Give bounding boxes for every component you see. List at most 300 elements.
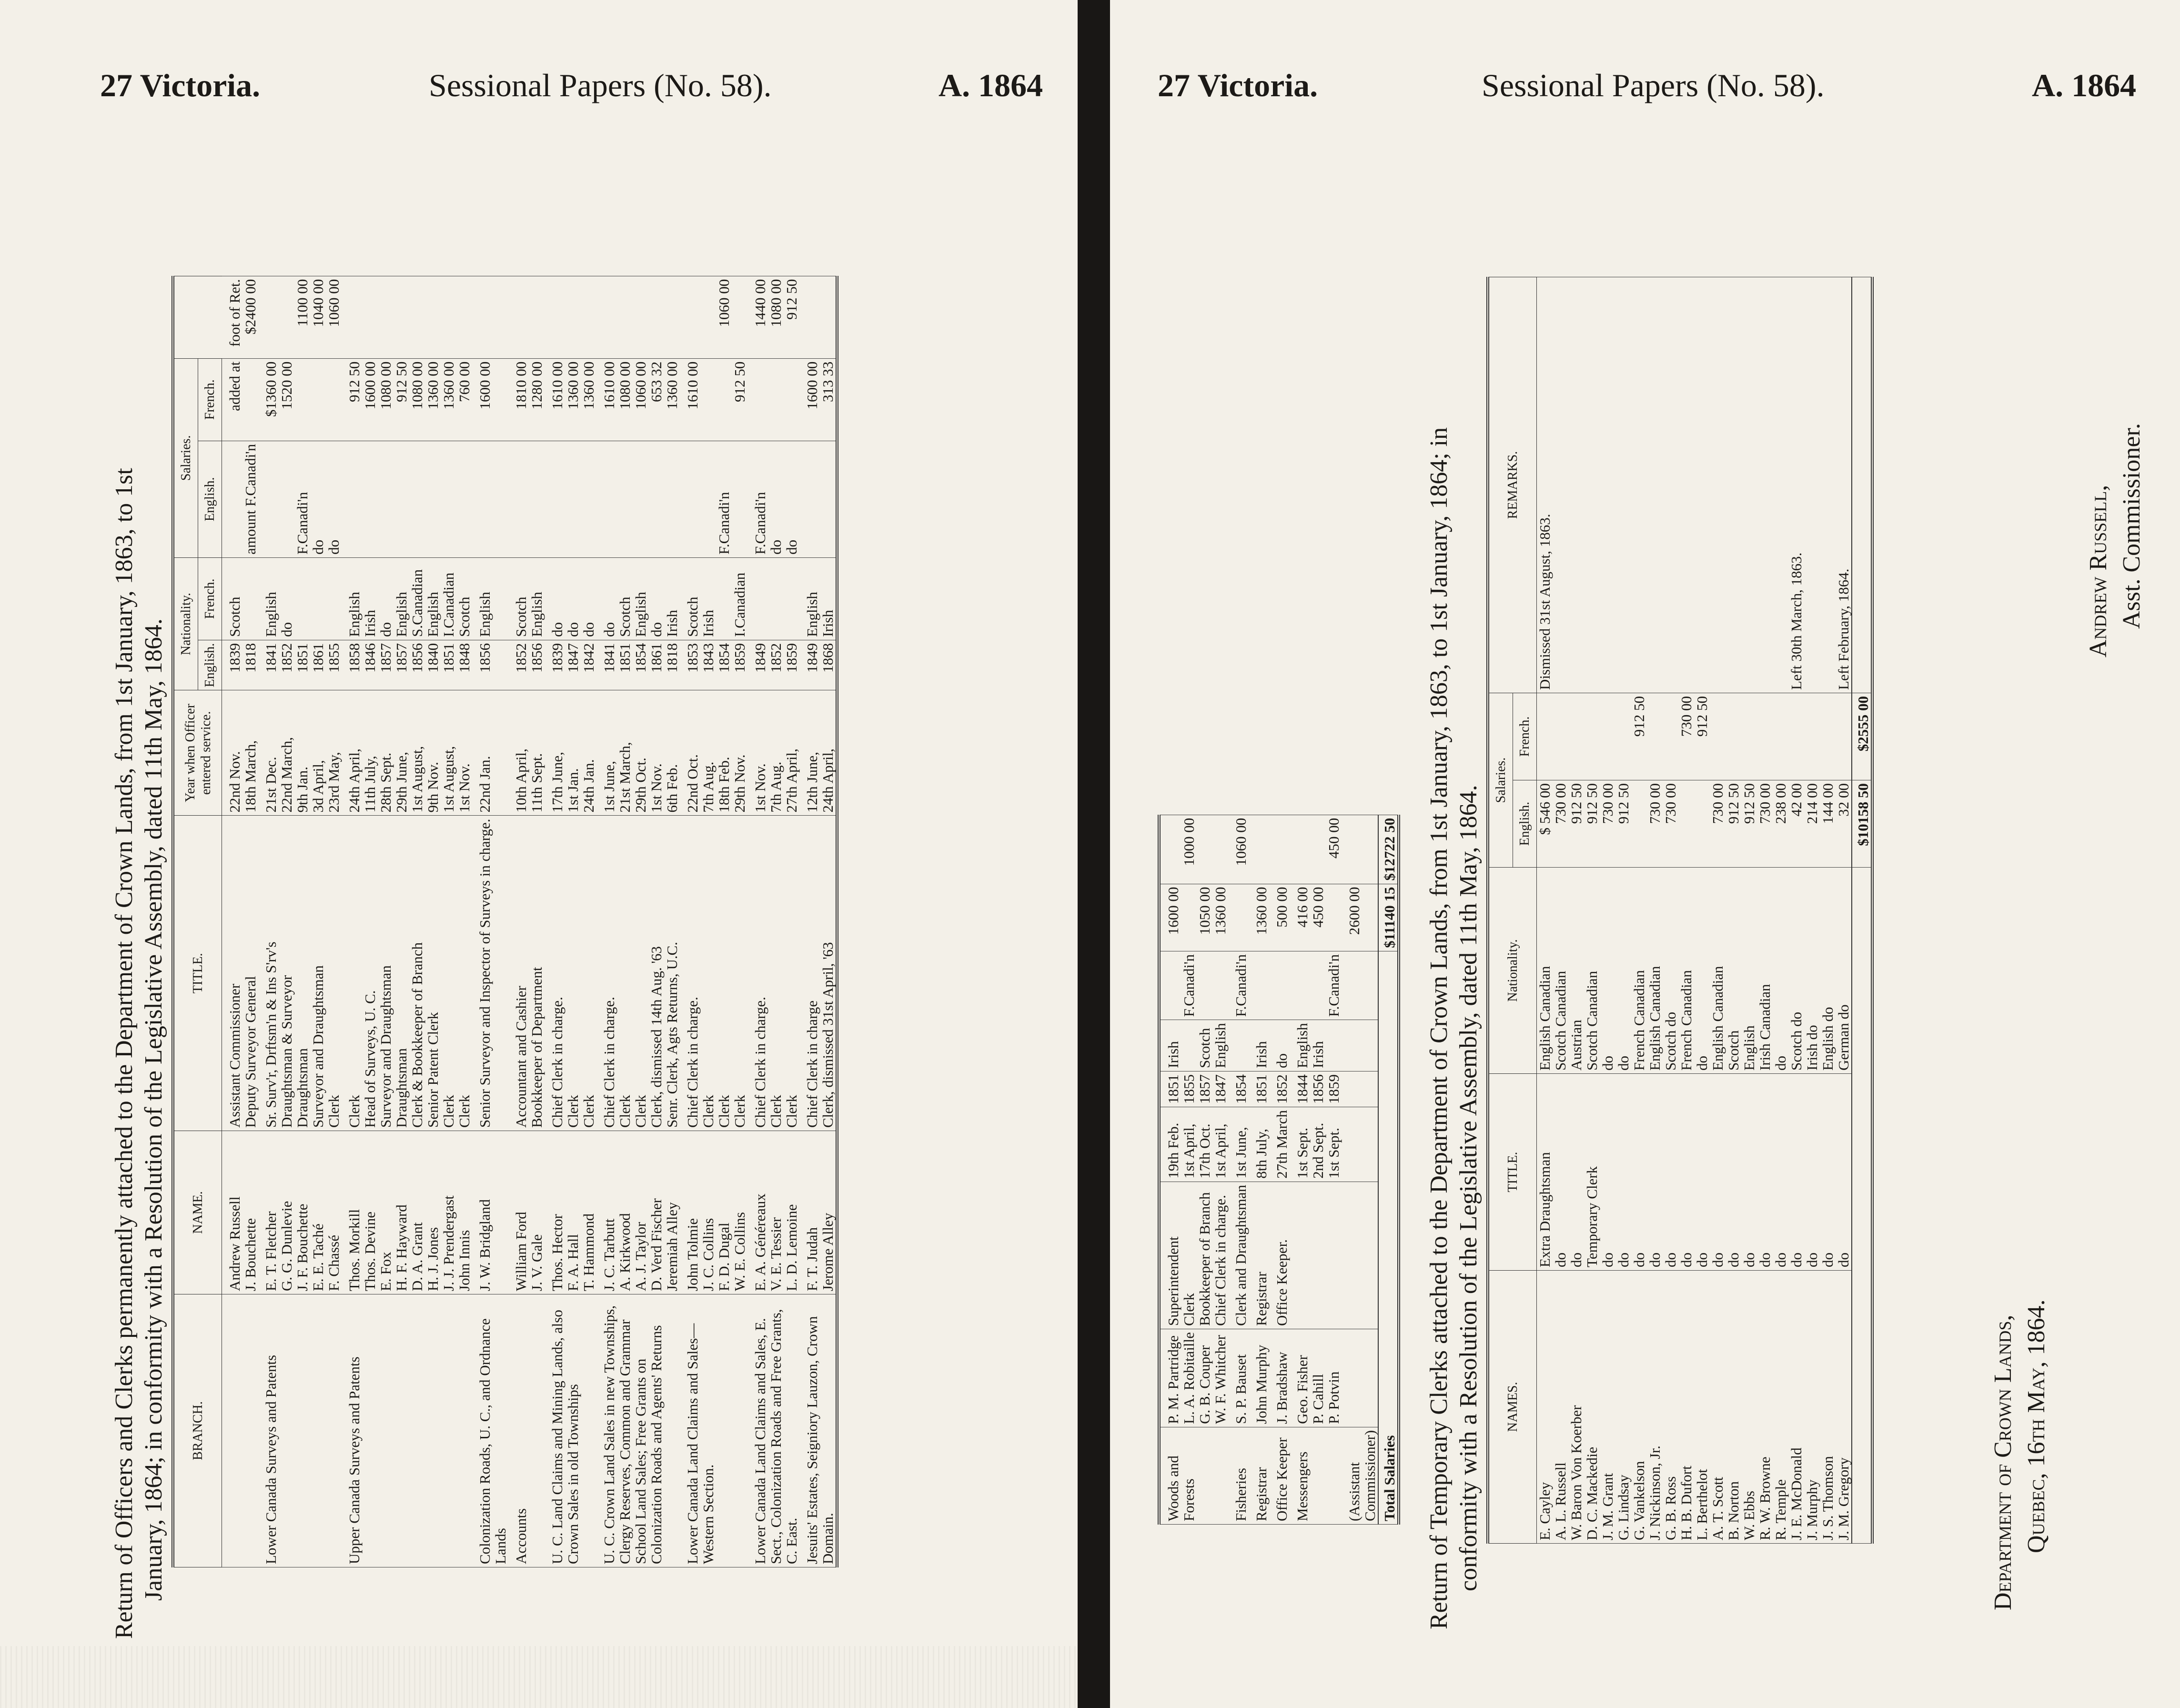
salary-english: 1280 00	[529, 358, 545, 441]
temp-salary-english	[1678, 780, 1694, 868]
table-row	[222, 276, 243, 1567]
salary-french	[279, 276, 294, 358]
nationality-french	[680, 441, 700, 557]
salary-french: 1080 00	[768, 276, 784, 358]
salary-english: 1520 00	[279, 358, 294, 441]
officers-table-continued-wrap	[1158, 818, 1400, 1525]
entry-date: 1st August,	[409, 690, 425, 816]
entry-date: 11th Sept.	[529, 690, 545, 816]
temp-title: do	[1694, 1074, 1710, 1271]
temp-salary-french	[1663, 693, 1678, 780]
entry-year: 1854	[1228, 1071, 1249, 1107]
salary-english: 1360 00	[565, 358, 581, 441]
officer-name: J. Bouchette	[242, 1131, 258, 1294]
temp-salary-french	[1615, 693, 1631, 780]
officer-title: Clerk	[716, 816, 732, 1131]
temp-title: do	[1663, 1074, 1678, 1271]
entry-year: 1840	[425, 640, 441, 690]
officer-title: Clerk	[784, 816, 799, 1131]
entry-date: 1st August,	[441, 690, 456, 816]
department-date: Quebec, 16th May, 1864.	[2023, 1299, 2050, 1553]
temp-name: J. Murphy	[1804, 1271, 1820, 1544]
nationality-english: Scotch	[456, 557, 472, 640]
nationality-french	[441, 441, 456, 557]
salary-french	[258, 276, 279, 358]
entry-date: 9th Jan.	[294, 690, 310, 816]
salary-french	[394, 276, 409, 358]
officer-title	[1342, 1182, 1378, 1329]
entry-date: 27th April,	[784, 690, 799, 816]
temp-title: do	[1600, 1074, 1615, 1271]
table-row	[680, 276, 700, 1567]
officer-name: E. T. Fletcher	[258, 1131, 279, 1294]
nationality-french	[425, 441, 441, 557]
officer-title: Senior Patent Clerk	[425, 816, 441, 1131]
temp-name: A. T. Scott	[1710, 1271, 1726, 1544]
salary-french	[1269, 815, 1290, 884]
temp-salary-french: 912 50	[1631, 693, 1647, 780]
entry-year: 1849	[799, 640, 820, 690]
table-row	[1710, 277, 1726, 1544]
salary-english: 1610 00	[680, 358, 700, 441]
entry-year: 1818	[242, 640, 258, 690]
nationality-english: Irish	[1159, 1020, 1181, 1071]
nationality-french	[1290, 951, 1310, 1020]
temp-salary-english: 730 00	[1647, 780, 1663, 868]
col-nationality: Nationality.	[173, 557, 198, 690]
nationality-english: do	[378, 557, 394, 640]
nationality-french	[472, 441, 508, 557]
nationality-english: do	[581, 557, 596, 640]
temp-salary-french	[1804, 693, 1820, 780]
temp-salary-english: 730 00	[1710, 780, 1726, 868]
branch-cell: U. C. Land Claims and Mining Lands, also Crown Sales in old Townships	[545, 1294, 596, 1567]
officer-name: W. F. Whitcher	[1212, 1329, 1228, 1427]
temp-name: D. C. Mackedie	[1584, 1271, 1600, 1544]
officers-table-continued	[1158, 815, 1400, 1525]
department-block	[1987, 1300, 2053, 1610]
salary-english: 1360 00	[425, 358, 441, 441]
nationality-french	[258, 441, 279, 557]
col-name: NAME.	[173, 1131, 222, 1294]
total-french: $12722 50	[1378, 815, 1399, 884]
signature-name: Andrew Russell,	[2085, 485, 2112, 657]
temp-remarks	[1741, 277, 1757, 693]
branch-cell: Colonization Roads, U. C., and Ordnance Lands	[472, 1294, 508, 1567]
temp-remarks: Dismissed 31st August, 1863.	[1537, 277, 1553, 693]
temp-salary-french	[1741, 693, 1757, 780]
entry-year: 1855	[326, 640, 342, 690]
officer-title: Clerk	[633, 816, 648, 1131]
nationality-english: Scotch	[222, 557, 243, 640]
temp-title: do	[1836, 1074, 1852, 1271]
nationality-english: Scotch	[508, 557, 529, 640]
salary-english	[784, 358, 799, 441]
officer-title: Senr. Clerk, Agts Returns, U.C.	[664, 816, 680, 1131]
salary-french: $2400 00	[242, 276, 258, 358]
entry-date: 2nd Sept.	[1310, 1107, 1326, 1182]
signature-role: Asst. Commissioner.	[2118, 423, 2145, 629]
temp-remarks	[1600, 277, 1615, 693]
temp-name: R. W. Browne	[1757, 1271, 1773, 1544]
nationality-french: F.Canadi'n	[294, 441, 310, 557]
col-temp-remarks: REMARKS.	[1488, 277, 1537, 693]
table-row	[1553, 277, 1568, 1544]
nationality-french	[1159, 951, 1181, 1020]
entry-year: 1859	[1326, 1071, 1342, 1107]
entry-date: 29th Oct.	[633, 690, 648, 816]
nationality-french: F.Canadi'n	[1326, 951, 1342, 1020]
salary-english: 1600 00	[472, 358, 508, 441]
entry-date: 1st Sept.	[1290, 1107, 1310, 1182]
officer-title: Clerk & Bookkeeper of Branch	[409, 816, 425, 1131]
entry-date: 23rd May,	[326, 690, 342, 816]
entry-date: 9th Nov.	[425, 690, 441, 816]
entry-year	[1342, 1071, 1378, 1107]
officer-title: Chief Clerk in charge.	[1212, 1182, 1228, 1329]
entry-date: 18th Feb.	[716, 690, 732, 816]
officer-title: Head of Surveys, U. C.	[362, 816, 378, 1131]
temp-salary-english: 912 50	[1584, 780, 1600, 868]
table-row	[1836, 277, 1852, 1544]
temp-title-line-2: conformity with a Resolution of the Legislative Assembly, dated 11th May, 1864.	[1455, 785, 1482, 1591]
temp-remarks: Left 30th March, 1863.	[1788, 277, 1804, 693]
officer-title	[1290, 1182, 1310, 1329]
officer-title: Draughtsman	[394, 816, 409, 1131]
temp-salary-french: 730 00	[1678, 693, 1694, 780]
entry-year: 1856	[409, 640, 425, 690]
nationality-french	[279, 441, 294, 557]
officer-title: Chief Clerk in charge	[799, 816, 820, 1131]
temp-remarks	[1726, 277, 1741, 693]
temp-salary-french: 912 50	[1694, 693, 1710, 780]
nationality-french: do	[768, 441, 784, 557]
col-branch: BRANCH.	[173, 1294, 222, 1567]
entry-year: 1852	[1269, 1071, 1290, 1107]
nationality-french	[394, 441, 409, 557]
temp-name: J. M. Grant	[1600, 1271, 1615, 1544]
salary-english: 912 50	[732, 358, 747, 441]
entry-year: 1853	[680, 640, 700, 690]
temp-remarks	[1694, 277, 1710, 693]
branch-cell: Accounts	[508, 1294, 545, 1567]
salary-english: 1610 00	[596, 358, 617, 441]
officer-name: J. C. Collins	[700, 1131, 716, 1294]
salary-english	[768, 358, 784, 441]
nationality-french	[565, 441, 581, 557]
officer-name: J. F. Bouchette	[294, 1131, 310, 1294]
table-row	[508, 276, 529, 1567]
officer-title: Surveyor and Draughtsman	[310, 816, 326, 1131]
temp-total-row	[1852, 277, 1872, 1544]
nationality-french	[633, 441, 648, 557]
nationality-french: F.Canadi'n	[747, 441, 768, 557]
nationality-french: amount F.Canadi'n	[242, 441, 258, 557]
temp-return-title	[1424, 129, 1484, 1629]
page-edge-shading	[0, 1646, 1078, 1708]
salary-french	[1159, 815, 1181, 884]
temp-remarks	[1663, 277, 1678, 693]
temp-salary-english: 730 00	[1600, 780, 1615, 868]
temp-nationality: do	[1615, 868, 1631, 1074]
entry-year: 1852	[279, 640, 294, 690]
officer-title: Deputy Surveyor General	[242, 816, 258, 1131]
temp-salary-french	[1773, 693, 1788, 780]
entry-date: 21st March,	[617, 690, 633, 816]
temp-salary-english: 912 50	[1741, 780, 1757, 868]
table-row	[596, 276, 617, 1567]
temp-name: A. L. Russell	[1553, 1271, 1568, 1544]
temp-nationality: English Canadian	[1647, 868, 1663, 1074]
temp-remarks	[1710, 277, 1726, 693]
officer-name: P. Cahill	[1310, 1329, 1326, 1427]
officer-name: W. E. Collins	[732, 1131, 747, 1294]
officer-name: Geo. Fisher	[1290, 1329, 1310, 1427]
entry-date: 21st Dec.	[258, 690, 279, 816]
nationality-english: Irish	[700, 557, 716, 640]
nationality-english: Irish	[1310, 1020, 1326, 1071]
officer-title: Chief Clerk in charge.	[545, 816, 565, 1131]
entry-date: 1st April,	[1212, 1107, 1228, 1182]
temp-salary-english: 912 50	[1615, 780, 1631, 868]
salary-english: 1080 00	[378, 358, 394, 441]
officer-title: Clerk	[565, 816, 581, 1131]
temp-table-wrap	[1486, 233, 1874, 1544]
nationality-french	[1197, 951, 1212, 1020]
temp-title: do	[1804, 1074, 1820, 1271]
temp-remarks	[1678, 277, 1694, 693]
temp-nationality: Scotch do	[1663, 868, 1678, 1074]
salary-french	[1342, 815, 1378, 884]
nationality-french: do	[326, 441, 342, 557]
nationality-english	[716, 557, 732, 640]
entry-date: 22nd Jan.	[472, 690, 508, 816]
officer-name: William Ford	[508, 1131, 529, 1294]
salary-french	[664, 276, 680, 358]
temp-name: R. Temple	[1773, 1271, 1788, 1544]
entry-date: 10th April,	[508, 690, 529, 816]
salary-french	[409, 276, 425, 358]
nationality-english	[326, 557, 342, 640]
nationality-english	[242, 557, 258, 640]
title-line-2: January, 1864; in conformity with a Resolution of the Legislative Assembly, dated 11th May, 1864.	[140, 618, 167, 1601]
branch-cell: Lower Canada Land Claims and Sales—Western Section.	[680, 1294, 747, 1567]
book-spine	[1078, 0, 1110, 1708]
nationality-english: Irish	[820, 557, 837, 640]
temp-salary-french	[1757, 693, 1773, 780]
entry-year: 1847	[565, 640, 581, 690]
entry-date: 24th Jan.	[581, 690, 596, 816]
temp-title: do	[1773, 1074, 1788, 1271]
temp-nationality: English	[1741, 868, 1757, 1074]
temp-nationality: English Canadian	[1537, 868, 1553, 1074]
temp-salary-french	[1726, 693, 1741, 780]
temp-nationality: do	[1694, 868, 1710, 1074]
salary-french	[648, 276, 664, 358]
nationality-english	[747, 557, 768, 640]
header-regnal-right: 27 Victoria.	[1158, 67, 1318, 103]
nationality-english	[768, 557, 784, 640]
table-row	[1159, 815, 1181, 1524]
salary-french	[508, 276, 529, 358]
entry-date: 6th Feb.	[664, 690, 680, 816]
salary-english: 1360 00	[441, 358, 456, 441]
table-row	[1212, 815, 1228, 1524]
temp-nationality: Austrian	[1568, 868, 1584, 1074]
officer-title: Bookkeeper of Branch	[1197, 1182, 1212, 1329]
temp-title: do	[1741, 1074, 1757, 1271]
salary-french	[1212, 815, 1228, 884]
nationality-english: do	[565, 557, 581, 640]
temp-salary-english	[1631, 780, 1647, 868]
nationality-english: English	[425, 557, 441, 640]
temp-remarks	[1804, 277, 1820, 693]
entry-year: 1849	[747, 640, 768, 690]
salary-english: 1600 00	[362, 358, 378, 441]
branch-cell: Office Keeper	[1269, 1427, 1290, 1524]
table-row	[545, 276, 565, 1567]
temp-nationality: Scotch Canadian	[1584, 868, 1600, 1074]
temp-name: H. B. Dufort	[1678, 1271, 1694, 1544]
nationality-french	[799, 441, 820, 557]
salary-english	[242, 358, 258, 441]
salary-french: 1060 00	[326, 276, 342, 358]
total-row	[1378, 815, 1399, 1524]
entry-year: 1851	[441, 640, 456, 690]
table-row	[1181, 815, 1197, 1524]
table-row	[747, 276, 768, 1567]
salary-french	[581, 276, 596, 358]
col-title: TITLE.	[173, 816, 222, 1131]
officer-name: H. F. Hayward	[394, 1131, 409, 1294]
nationality-french	[508, 441, 529, 557]
salary-english: 1360 00	[664, 358, 680, 441]
officer-title: Registrar	[1249, 1182, 1269, 1329]
officer-name: P. Potvin	[1326, 1329, 1342, 1427]
nationality-english: English	[342, 557, 362, 640]
col-temp-sal-french: French.	[1513, 693, 1537, 780]
table-row	[799, 276, 820, 1567]
officer-title: Office Keeper.	[1269, 1182, 1290, 1329]
officer-title: Clerk	[326, 816, 342, 1131]
officer-name: J. C. Tarbutt	[596, 1131, 617, 1294]
officer-name: H. J. Jones	[425, 1131, 441, 1294]
nationality-english	[294, 557, 310, 640]
officer-name: Andrew Russell	[222, 1131, 243, 1294]
table-row	[1568, 277, 1584, 1544]
nationality-english: I.Canadian	[441, 557, 456, 640]
salary-english: 313 33	[820, 358, 837, 441]
temp-nationality: Irish do	[1804, 868, 1820, 1074]
officer-name: Jerome Alley	[820, 1131, 837, 1294]
temp-name: G. Lindsay	[1615, 1271, 1631, 1544]
entry-date: 1st Nov.	[648, 690, 664, 816]
branch-cell: Jesuits' Estates, Seigniory Lauzon, Crown Domain.	[799, 1294, 837, 1567]
temp-title-line-1: Return of Temporary Clerks attached to the Department of Crown Lands, from 1st January, 1863, to 1st January, 1864; in	[1425, 427, 1453, 1629]
officer-title: Superintendent	[1159, 1182, 1181, 1329]
nationality-french: F.Canadi'n	[716, 441, 732, 557]
temp-salary-french	[1600, 693, 1615, 780]
entry-date: 8th July,	[1249, 1107, 1269, 1182]
officer-title: Clerk	[732, 816, 747, 1131]
branch-cell: Fisheries	[1228, 1427, 1249, 1524]
officer-name: A. J. Taylor	[633, 1131, 648, 1294]
col-temp-nationality: Nationality.	[1488, 868, 1537, 1074]
table-row	[1773, 277, 1788, 1544]
nationality-french	[664, 441, 680, 557]
salary-french	[342, 276, 362, 358]
salary-english	[1228, 884, 1249, 951]
entry-date: 1st Nov.	[456, 690, 472, 816]
nationality-english: Irish	[664, 557, 680, 640]
temp-nationality: Irish Canadian	[1757, 868, 1773, 1074]
table-row	[1269, 815, 1290, 1524]
table-row	[1741, 277, 1757, 1544]
salary-english: added at	[222, 358, 243, 441]
officer-name: Jeremiah Alley	[664, 1131, 680, 1294]
table-row	[1600, 277, 1615, 1544]
officer-name: F. T. Judah	[799, 1131, 820, 1294]
temp-salary-french	[1836, 693, 1852, 780]
entry-year: 1857	[394, 640, 409, 690]
temp-salary-english: 42 00	[1788, 780, 1804, 868]
entry-date: 29th June,	[394, 690, 409, 816]
nationality-english: Irish	[1249, 1020, 1269, 1071]
temp-title: do	[1568, 1074, 1584, 1271]
temp-name: J. E. McDonald	[1788, 1271, 1804, 1544]
table-row	[1249, 815, 1269, 1524]
salary-french	[378, 276, 394, 358]
salary-english: 1360 00	[1212, 884, 1228, 951]
salary-french: 1060 00	[1228, 815, 1249, 884]
entry-date: 22nd Nov.	[222, 690, 243, 816]
officers-table-wrap	[172, 138, 838, 1567]
nationality-english: do	[1269, 1020, 1290, 1071]
officer-name: John Innis	[456, 1131, 472, 1294]
nationality-french: F.Canadi'n	[1228, 951, 1249, 1020]
nationality-english: Scotch	[1197, 1020, 1212, 1071]
officer-name: T. Hammond	[581, 1131, 596, 1294]
entry-year: 1851	[1159, 1071, 1181, 1107]
officer-name: J. V. Gale	[529, 1131, 545, 1294]
temp-title: do	[1726, 1074, 1741, 1271]
salary-english	[1326, 884, 1342, 951]
entry-year: 1842	[581, 640, 596, 690]
salary-french: 1060 00	[716, 276, 732, 358]
entry-year: 1856	[472, 640, 508, 690]
entry-date: 1st Jan.	[565, 690, 581, 816]
entry-year: 1854	[716, 640, 732, 690]
salary-french	[820, 276, 837, 358]
temp-title: do	[1615, 1074, 1631, 1271]
salary-english	[310, 358, 326, 441]
officer-name: J. J. Prendergast	[441, 1131, 456, 1294]
nationality-french	[596, 441, 617, 557]
temp-title: do	[1678, 1074, 1694, 1271]
salary-english: 1600 00	[1159, 884, 1181, 951]
officer-title	[1326, 1182, 1342, 1329]
officer-name: L. A. Robitaille	[1181, 1329, 1197, 1427]
table-row	[1537, 277, 1553, 1544]
officer-title: Senior Surveyor and Inspector of Surveys in charge.	[472, 816, 508, 1131]
entry-year: 1851	[1249, 1071, 1269, 1107]
officer-name: A. Kirkwood	[617, 1131, 633, 1294]
temp-salary-english: 912 50	[1726, 780, 1741, 868]
nationality-french	[732, 441, 747, 557]
col-nat-english: English.	[198, 640, 222, 690]
temp-name: L. Berthelot	[1694, 1271, 1710, 1544]
col-sal-french: French.	[198, 358, 222, 441]
